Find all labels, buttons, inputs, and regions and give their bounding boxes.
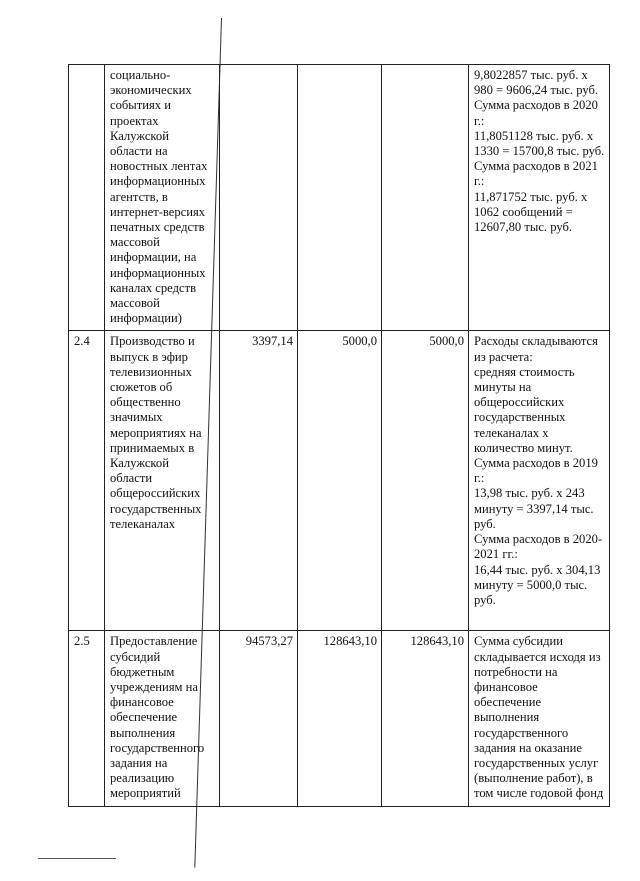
row-value-2020: 128643,10 bbox=[298, 631, 382, 806]
row-value-2019 bbox=[220, 65, 298, 331]
row-calculation: Расходы складываются из расчета: средняя стоимость минуты на общероссийских государственных телеканалах х количество минут. Сумма расходов в 2019 г.: 13,98 тыс. руб. х 243 минуту = 3397,14 тыс. руб. Сумма расходов в 2020- 2021 гг.: 16,44 тыс. руб. х 304,13 минуту = 5000,0 тыс. руб. bbox=[469, 331, 610, 631]
row-calculation: Сумма субсидии складывается исходя из потребности на финансовое обеспечение выполнения государственного задания на оказание государственных услуг (выполнение работ), в том числе годовой фонд bbox=[469, 631, 610, 806]
table-row bbox=[69, 65, 610, 331]
row-value-2021: 128643,10 bbox=[382, 631, 469, 806]
row-calculation: 9,8022857 тыс. руб. х 980 = 9606,24 тыс. руб. Сумма расходов в 2020 г.: 11,8051128 тыс. руб. х 1330 = 15700,8 тыс. руб. Сумма расходов в 2021 г.: 11,871752 тыс. руб. х 1062 сообщений = 12607,80 тыс. руб. bbox=[469, 65, 610, 331]
expense-table bbox=[68, 64, 610, 807]
row-number bbox=[69, 65, 105, 331]
table-row bbox=[69, 631, 610, 806]
row-name: Производство и выпуск в эфир телевизионных сюжетов об общественно значимых мероприятиях на принимаемых в Калужской области общероссийских государственных телеканалах bbox=[105, 331, 220, 631]
table-row bbox=[69, 331, 610, 631]
row-value-2020 bbox=[298, 65, 382, 331]
row-value-2021 bbox=[382, 65, 469, 331]
row-value-2021: 5000,0 bbox=[382, 331, 469, 631]
row-value-2019: 3397,14 bbox=[220, 331, 298, 631]
row-number: 2.5 bbox=[69, 631, 105, 806]
row-value-2020: 5000,0 bbox=[298, 331, 382, 631]
row-name: социально- экономических событиях и проектах Калужской области на новостных лентах информационных агентств, в интернет-версиях печатных средств массовой информации, на информационных каналах средств массовой информации) bbox=[105, 65, 220, 331]
row-value-2019: 94573,27 bbox=[220, 631, 298, 806]
row-number: 2.4 bbox=[69, 331, 105, 631]
footnote-separator bbox=[38, 858, 116, 859]
row-name: Предоставление субсидий бюджетным учреждениям на финансовое обеспечение выполнения государственного задания на реализацию мероприятий bbox=[105, 631, 220, 806]
